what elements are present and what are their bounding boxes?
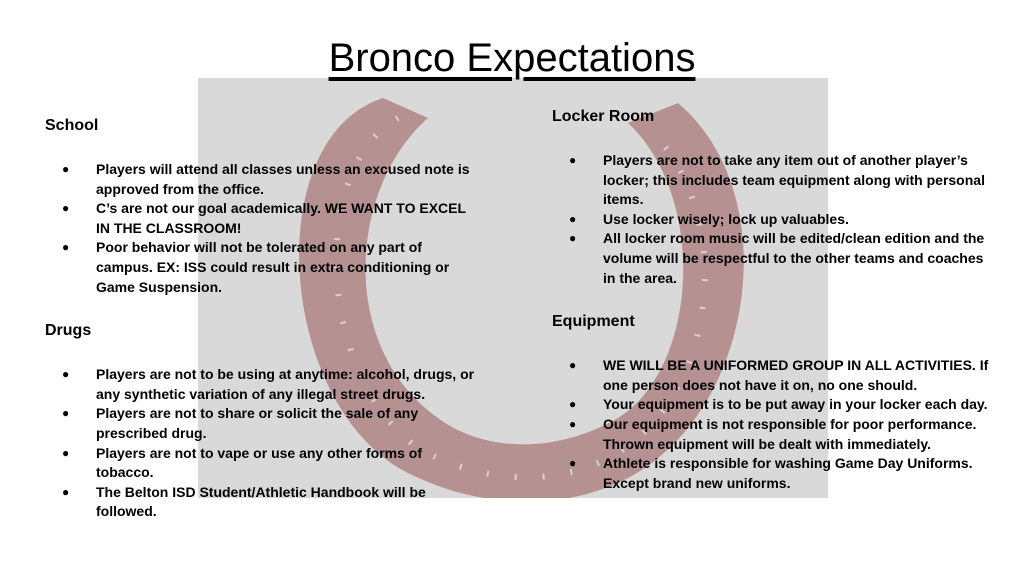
list-item: ● Poor behavior will not be tolerated on any part of campus. EX: ISS could result in extra conditioning or Game Suspension. [62,239,450,295]
bullet-icon: ● [62,445,70,460]
list-item: ● All locker room music will be edited/clean edition and the volume will be respectful to the other teams and coaches in the area. [569,230,985,286]
locker-room-list [552,151,992,288]
list-item: ● Players are not to be using at anytime: alcohol, drugs, or any synthetic variation of any illegal street drugs. [62,366,475,402]
school-heading: School [45,117,99,134]
bullet-icon: ● [62,240,70,255]
bullet-icon: ● [62,162,70,176]
list-item: ● Players are not to share or solicit the sale of any prescribed drug. [62,405,419,441]
list-item: ● The Belton ISD Student/Athletic Handbook will be followed. [62,483,426,520]
list-item: ● Athlete is responsible for washing Game Day Uniforms. Except brand new uniforms. [569,455,973,491]
list-item: ● Players will attend all classes unless an excused note is approved from the office. [62,161,470,197]
bullet-icon: ● [62,484,70,499]
locker-room-heading: Locker Room [552,108,655,125]
bullet-icon: ● [569,358,577,373]
page-title: Bronco Expectations [328,36,696,80]
list-item: ● Use locker wisely; lock up valuables. [552,210,992,230]
list-item: ● Your equipment is to be put away in your locker each day. [552,395,992,415]
bullet-icon: ● [62,406,70,421]
bullet-icon: ● [62,367,70,382]
list-item: ● Our equipment is not responsible for poor performance. Thrown equipment will be dealt with immediately. [569,415,977,452]
list-item: ● Players are not to vape or use any other forms of tobacco. [62,444,422,481]
bullet-icon: ● [569,231,577,246]
right-column [552,107,992,493]
school-list [45,160,475,297]
left-column [45,116,475,522]
bullet-icon: ● [62,201,70,216]
bullet-icon: ● [569,153,577,167]
bullet-icon: ● [569,416,577,431]
list-item: ● WE WILL BE A UNIFORMED GROUP IN ALL ACTIVITIES. If one person does not have it on, no one should. [569,357,989,393]
bullet-icon: ● [569,397,577,412]
equipment-list [552,356,992,493]
equipment-heading: Equipment [552,313,635,331]
drugs-list [45,365,475,522]
drugs-heading: Drugs [45,322,92,340]
list-item: ● C’s are not our goal academically. WE WANT TO EXCEL IN THE CLASSROOM! [62,200,466,236]
bullet-icon: ● [569,456,577,471]
bullet-icon: ● [569,211,577,226]
list-item: ● Players are not to take any item out of another player’s locker; this includes team equipment along with personal items. [569,152,985,208]
